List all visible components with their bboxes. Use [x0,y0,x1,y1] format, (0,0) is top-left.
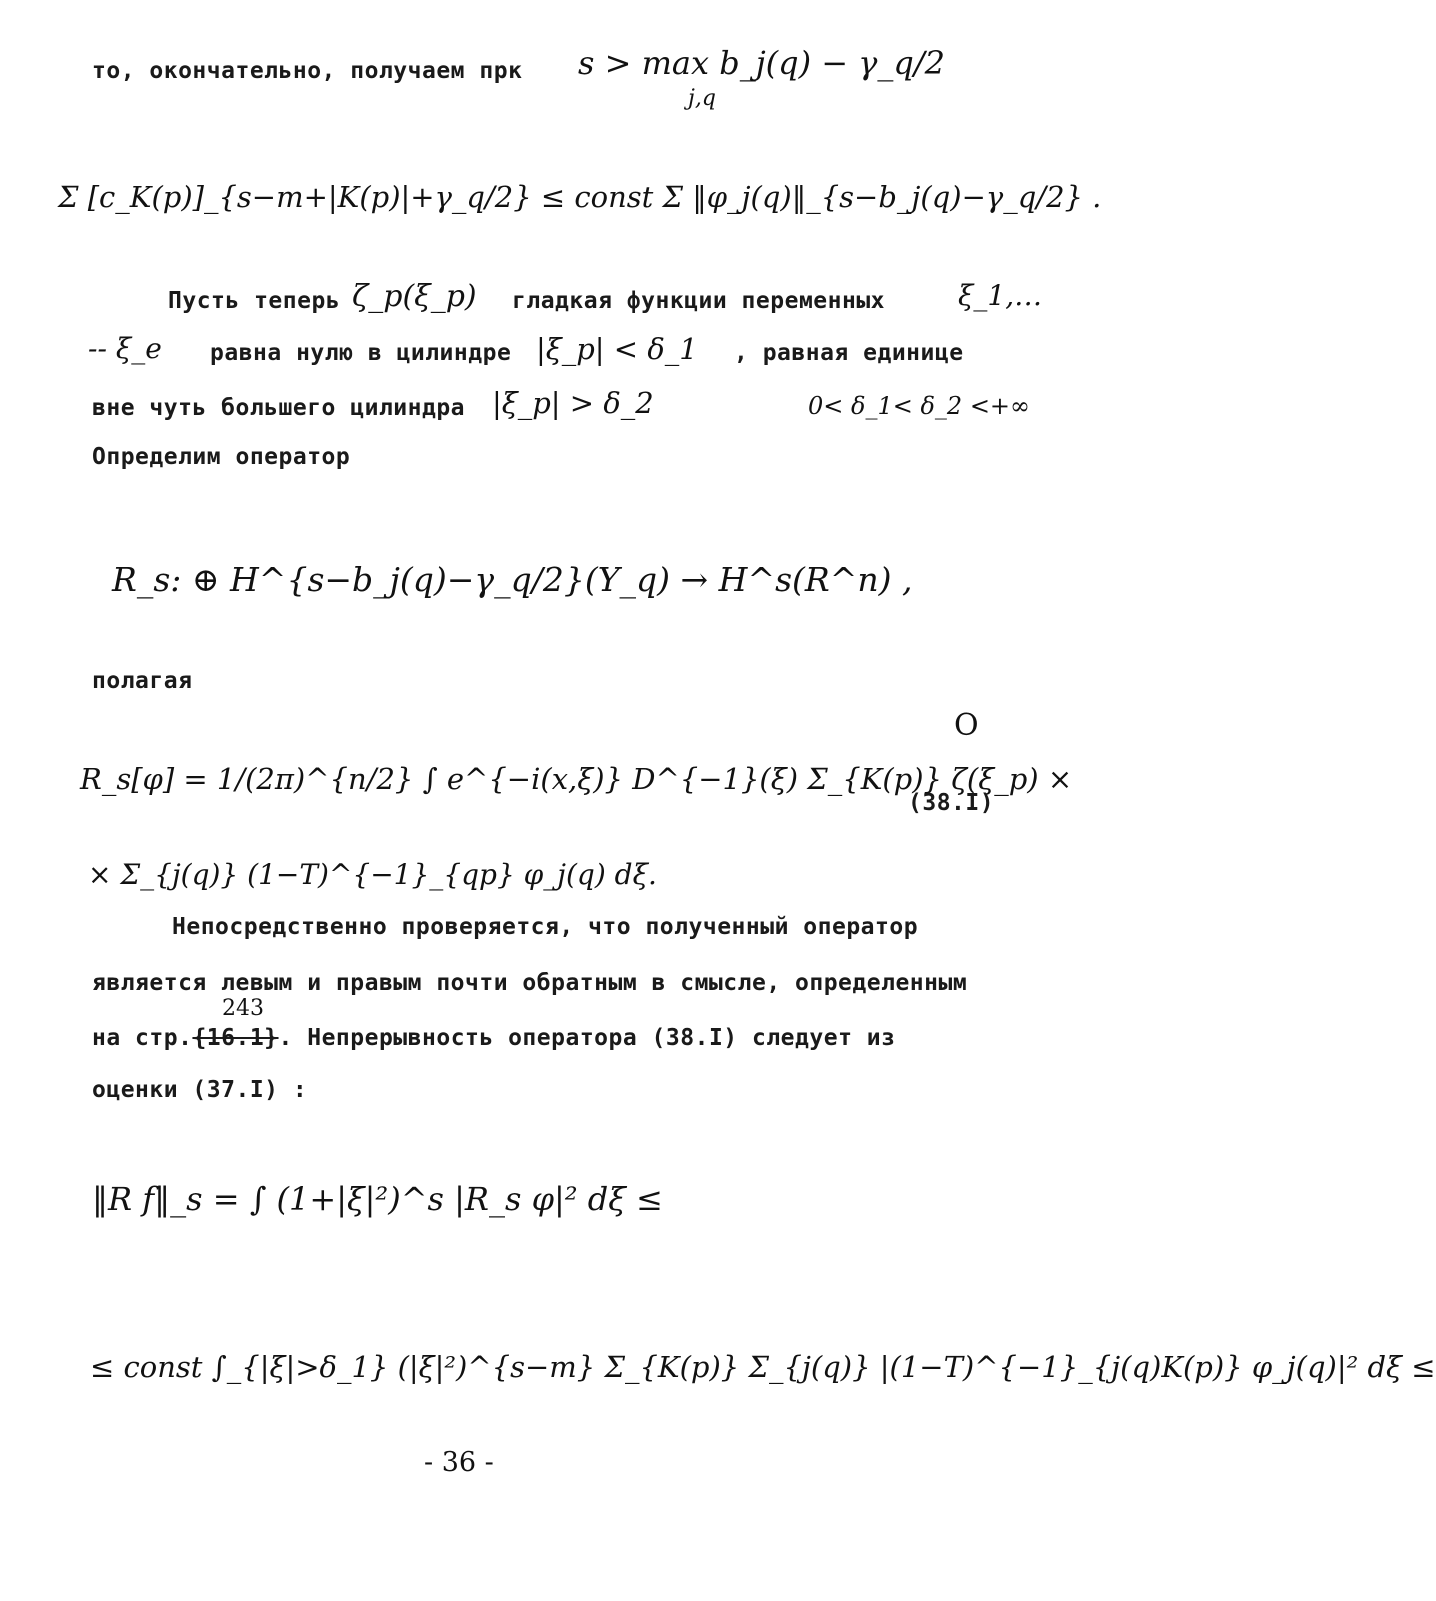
para1-a-math: ζ_p(ξ_p) [352,279,477,314]
formula-norm: ‖R f‖_s = ∫ (1+|ξ|²)^s |R_s φ|² dξ ≤ [92,1180,663,1218]
line1-text: то, окончательно, получаем прк [92,58,523,84]
formula-operator: R_s: ⊕ H^{s−b_j(q)−γ_q/2}(Y_q) → H^s(R^n) , [112,560,913,599]
para2-line1: Непосредственно проверяется, что полученный оператор [172,914,919,940]
para1-b-lead: -- ξ_e [88,332,162,365]
para1-c-math: |ξ_p| > δ_2 [492,386,654,420]
formula-def-circle: O [954,708,979,743]
para2-struck-ref: {16.1} [192,1025,279,1051]
para1-c-text: вне чуть большего цилиндра [92,395,466,421]
formula-def-continuation: × Σ_{j(q)} (1−T)^{−1}_{qp} φ_j(q) dξ. [88,858,657,891]
word-polagaya: полагая [92,668,193,694]
para1-d-text: Определим оператор [92,444,351,470]
para1-c-condition: 0< δ_1< δ_2 <+∞ [808,392,1031,420]
para1-a-text: Пусть теперь [168,288,341,314]
para1-b-text: равна нулю в цилиндре [210,340,512,366]
para1-a-tail: ξ_1,… [958,279,1043,312]
formula-def-main: R_s[φ] = 1/(2π)^{n/2} ∫ e^{−i(x,ξ)} D^{−1}(ξ) Σ_{K(p)} ζ(ξ_p) × [80,762,1073,796]
formula-estimate: Σ [c_K(p)]_{s−m+|K(p)|+γ_q/2} ≤ const Σ ‖φ_j(q)‖_{s−b_j(q)−γ_q/2} . [58,180,1102,214]
para2-line3 [92,1025,895,1051]
para1-b-text2: , равная единице [734,340,964,366]
para2-line3-start: на стр. [92,1025,193,1051]
formula-bound: ≤ const ∫_{|ξ|>δ_1} (|ξ|²)^{s−m} Σ_{K(p)} Σ_{j(q)} |(1−T)^{−1}_{j(q)K(p)} φ_j(q)|² dξ ≤ [90,1350,1436,1384]
para2-line2: является левым и правым почти обратным в смысле, определенным [92,970,968,996]
para2-line3-end: . Непрерывность оператора (38.I) следует из [278,1025,896,1051]
para2-line4: оценки (37.I) : [92,1077,308,1103]
page-number: - 36 - [424,1447,494,1478]
para1-b-math: |ξ_p| < δ_1 [536,332,698,366]
para2-inserted-page: 243 [222,996,264,1021]
formula-def-number: (38.I) [908,790,995,816]
para1-a-text2: гладкая функции переменных [512,288,886,314]
line1-formula: s > max b_j(q) − γ_q/2 [578,44,945,82]
line1-formula-subscript: j,q [688,86,716,111]
